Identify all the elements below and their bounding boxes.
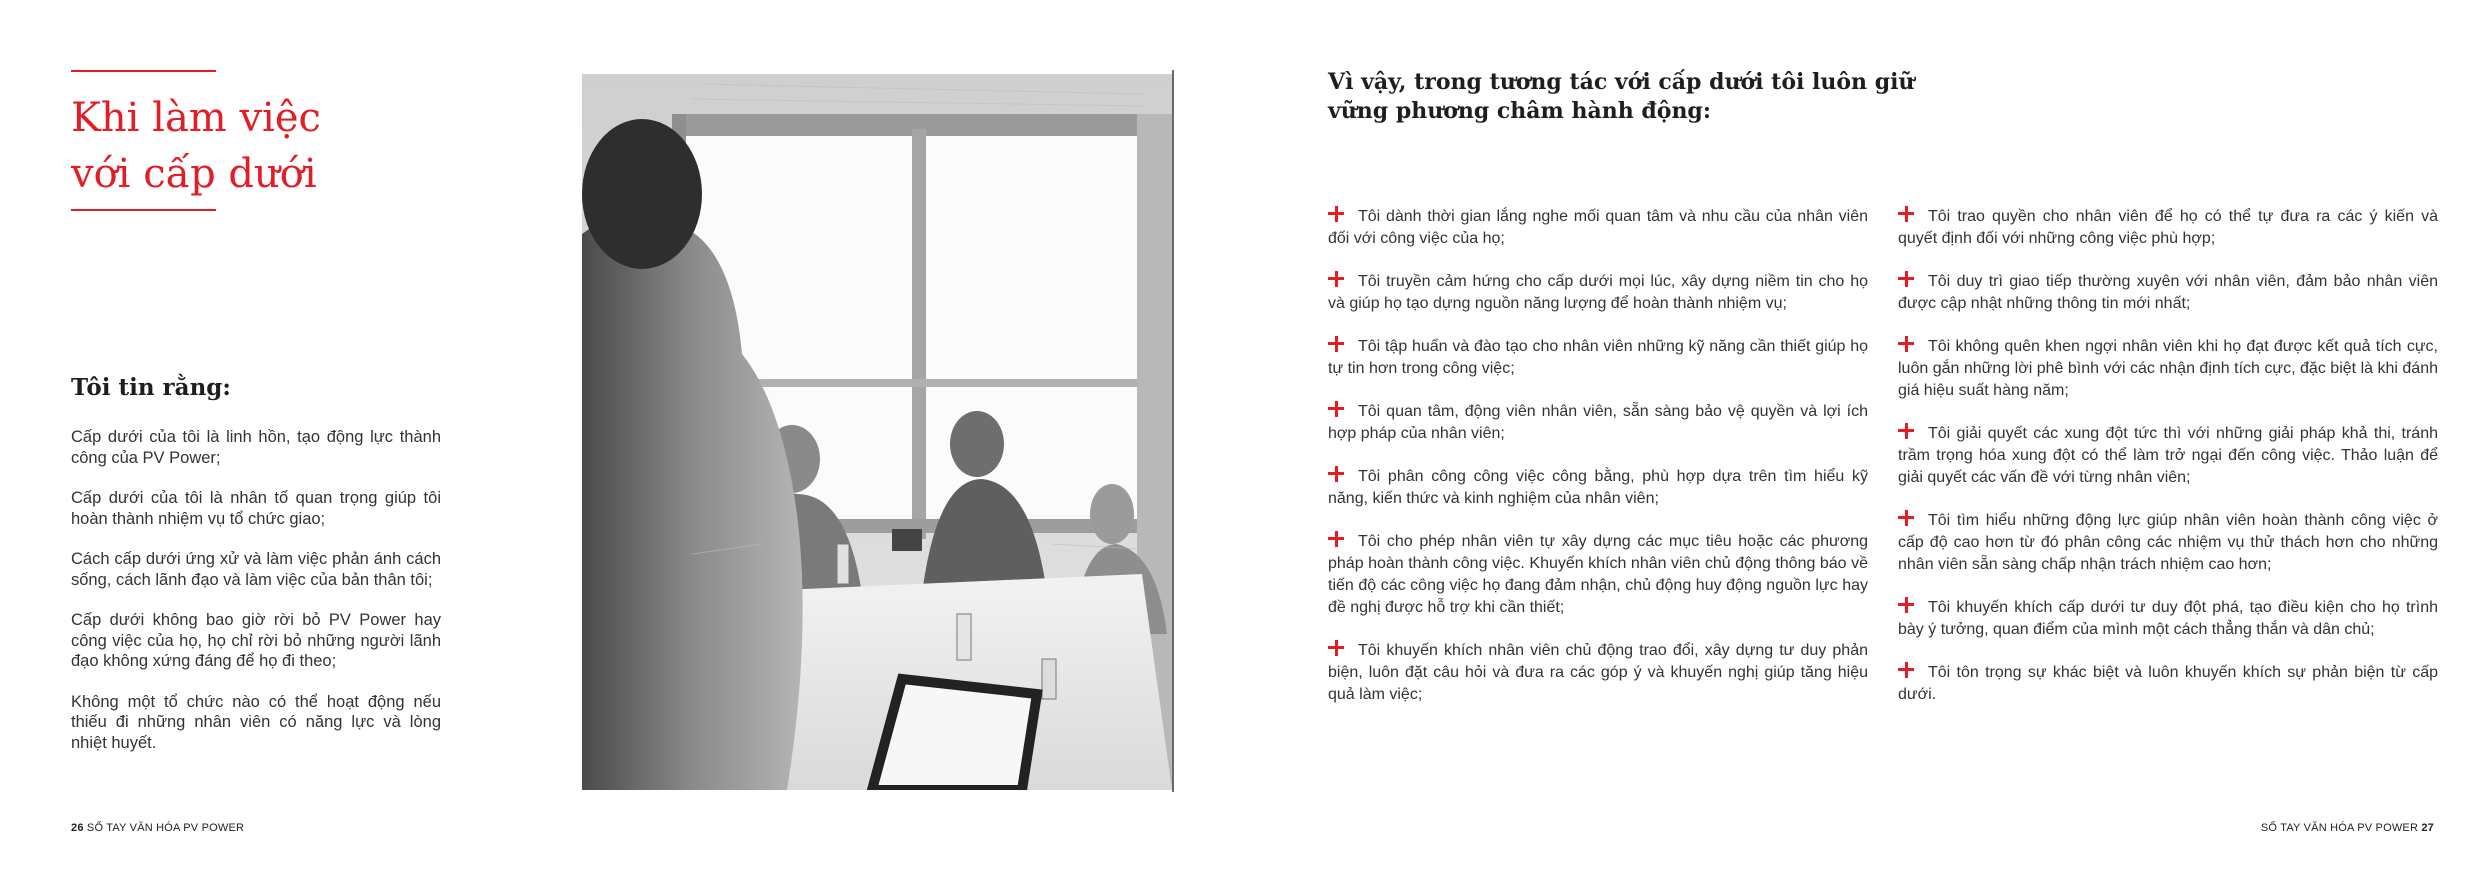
page-number: 26 xyxy=(71,822,84,834)
list-item-text: Tôi tôn trọng sự khác biệt và luôn khuyến khích sự phản biện từ cấp dưới. xyxy=(1898,664,2438,703)
list-item-text: Tôi tập huấn và đào tạo cho nhân viên những kỹ năng cần thiết giúp họ tự tin hơn trong công việc; xyxy=(1328,338,1868,377)
list-item-text: Tôi giải quyết các xung đột tức thì với những giải pháp khả thi, tránh trầm trọng hóa xung đột có thể làm trở ngại đến công việc. Thảo luận để giải quyết các vấn đề với từng nhân viên; xyxy=(1898,425,2438,486)
plus-icon xyxy=(1898,271,1914,287)
list-item-text: Tôi duy trì giao tiếp thường xuyên với nhân viên, đảm bảo nhân viên được cập nhật những thông tin mới nhất; xyxy=(1898,273,2438,312)
footer-text: SỔ TAY VĂN HÓA PV POWER xyxy=(2260,822,2419,834)
list-item xyxy=(1898,205,2438,250)
plus-icon xyxy=(1328,531,1344,547)
list-item-text: Tôi cho phép nhân viên tự xây dựng các mục tiêu hoặc các phương pháp hoàn thành công việc. Khuyến khích nhân viên chủ động thông báo về tiến độ các công việc họ đang đảm nhận, chủ động huy động nguồn lực hay đề nghị được hỗ trợ khi cần thiết; xyxy=(1328,533,1868,616)
sketch-standing-person-head xyxy=(582,119,702,269)
list-item-text: Tôi không quên khen ngợi nhân viên khi họ đạt được kết quả tích cực, luôn gắn những lời phê bình với các nhận định tích cực, đặc biệt là khi đánh giá hiệu suất hàng năm; xyxy=(1898,338,2438,399)
list-item xyxy=(1328,270,1868,315)
illustration-divider xyxy=(1172,70,1174,792)
plus-icon xyxy=(1328,336,1344,352)
plus-icon xyxy=(1328,401,1344,417)
list-item xyxy=(1328,639,1868,706)
action-heading: Vì vậy, trong tương tác với cấp dưới tôi luôn giữ vững phương châm hành động: xyxy=(1328,69,1915,124)
belief-paragraph: Không một tổ chức nào có thể hoạt động nếu thiếu đi những nhân viên có năng lực và lòng nhiệt huyết. xyxy=(71,692,441,752)
sketch-person-head xyxy=(1090,484,1134,544)
plus-icon xyxy=(1328,640,1344,656)
meeting-sketch-illustration xyxy=(582,74,1172,790)
list-item xyxy=(1328,205,1868,250)
sketch-laptop xyxy=(872,679,1037,790)
page-number: 27 xyxy=(2421,822,2434,834)
sketch-person-head xyxy=(950,411,1004,477)
footer-text: SỔ TAY VĂN HÓA PV POWER xyxy=(86,822,245,834)
plus-icon xyxy=(1328,206,1344,222)
sketch-bottle xyxy=(1042,659,1056,699)
list-item-text: Tôi trao quyền cho nhân viên để họ có thể tự đưa ra các ý kiến và quyết định đối với những công việc phù hợp; xyxy=(1898,208,2438,247)
belief-list xyxy=(71,427,441,773)
title-top-rule xyxy=(71,70,216,72)
belief-paragraph: Cấp dưới của tôi là nhân tố quan trọng giúp tôi hoàn thành nhiệm vụ tổ chức giao; xyxy=(71,489,441,528)
list-item xyxy=(1898,270,2438,315)
footer-right xyxy=(2261,822,2434,834)
list-item-text: Tôi truyền cảm hứng cho cấp dưới mọi lúc, xây dựng niềm tin cho họ và giúp họ tạo dựng nguồn năng lượng để hoàn thành nhiệm vụ; xyxy=(1328,273,1868,312)
plus-icon xyxy=(1898,597,1914,613)
belief-paragraph: Cấp dưới không bao giờ rời bỏ PV Power hay công việc của họ, họ chỉ rời bỏ những người lãnh đạo không xứng đáng để họ đi theo; xyxy=(71,611,441,670)
sketch-bottle xyxy=(957,614,971,660)
list-item xyxy=(1328,335,1868,380)
list-item xyxy=(1898,661,2438,706)
action-list-right xyxy=(1898,205,2438,726)
plus-icon xyxy=(1898,206,1914,222)
belief-paragraph: Cách cấp dưới ứng xử và làm việc phản ánh cách sống, cách lãnh đạo và làm việc của bản thân tôi; xyxy=(71,550,441,589)
list-item-text: Tôi phân công công việc công bằng, phù hợp dựa trên tìm hiểu kỹ năng, kiến thức và kinh nghiệm của nhân viên; xyxy=(1328,468,1868,507)
list-item xyxy=(1898,422,2438,489)
plus-icon xyxy=(1328,466,1344,482)
list-item xyxy=(1898,509,2438,576)
list-item-text: Tôi dành thời gian lắng nghe mối quan tâm và nhu cầu của nhân viên đối với công việc của họ; xyxy=(1328,208,1868,247)
sketch-window-frame-middle xyxy=(912,129,926,539)
action-list-left xyxy=(1328,205,1868,726)
list-item xyxy=(1898,596,2438,641)
list-item xyxy=(1898,335,2438,402)
plus-icon xyxy=(1328,271,1344,287)
sketch-laptop-small xyxy=(892,529,922,551)
page-title-line-1: Khi làm việc xyxy=(71,95,321,141)
list-item xyxy=(1328,530,1868,619)
page-title-line-2: với cấp dưới xyxy=(71,151,317,197)
page-title xyxy=(71,90,571,202)
list-item-text: Tôi tìm hiểu những động lực giúp nhân viên hoàn thành công việc ở cấp độ cao hơn từ đó phân công các nhiệm vụ thử thách hơn cho những nhân viên sẵn sàng chấp nhận trách nhiệm cao hơn; xyxy=(1898,512,2438,573)
belief-heading: Tôi tin rằng: xyxy=(71,374,231,401)
belief-paragraph: Cấp dưới của tôi là linh hồn, tạo động lực thành công của PV Power; xyxy=(71,428,441,467)
title-bottom-rule xyxy=(71,209,216,211)
list-item xyxy=(1328,465,1868,510)
plus-icon xyxy=(1898,423,1914,439)
list-item-text: Tôi quan tâm, động viên nhân viên, sẵn sàng bảo vệ quyền và lợi ích hợp pháp của nhân viên; xyxy=(1328,403,1868,442)
footer-left xyxy=(71,822,244,834)
list-item xyxy=(1328,400,1868,445)
plus-icon xyxy=(1898,336,1914,352)
list-item-text: Tôi khuyến khích cấp dưới tư duy đột phá, tạo điều kiện cho họ trình bày ý tưởng, quan điểm của mình một cách thẳng thắn và dân chủ; xyxy=(1898,599,2438,638)
sketch-bottle xyxy=(837,544,849,584)
plus-icon xyxy=(1898,662,1914,678)
list-item-text: Tôi khuyến khích nhân viên chủ động trao đổi, xây dựng tư duy phản biện, luôn đặt câu hỏi và đưa ra các góp ý và khuyến nghị giúp tăng hiệu quả làm việc; xyxy=(1328,642,1868,703)
plus-icon xyxy=(1898,510,1914,526)
